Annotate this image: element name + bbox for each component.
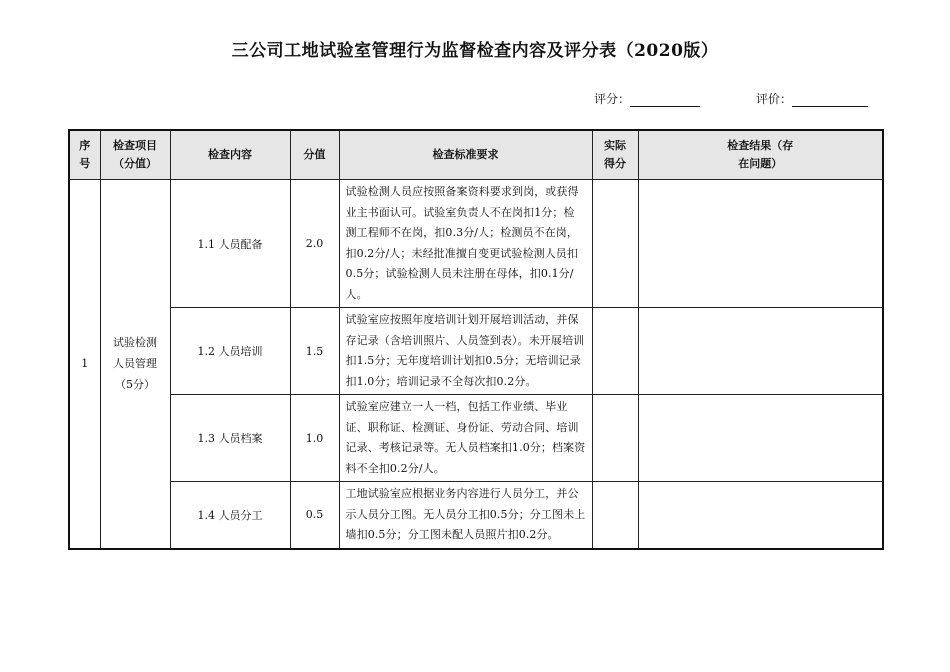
evaluation-label: 评价：: [756, 92, 793, 106]
actual-score-cell[interactable]: [592, 482, 638, 549]
standard-cell: 试验室应建立一人一档，包括工作业绩、毕业证、职称证、检测证、身份证、劳动合同、培训记录、考核记录等。无人员档案扣1.0分；档案资料不全扣0.2分/人。: [339, 395, 592, 482]
score-field: [594, 90, 700, 107]
actual-score-cell[interactable]: [592, 180, 638, 308]
content-cell: 1.3 人员档案: [170, 395, 290, 482]
content-cell: 1.1 人员配备: [170, 180, 290, 308]
result-cell[interactable]: [638, 308, 883, 395]
standard-cell: 工地试验室应根据业务内容进行人员分工，并公示人员分工图。无人员分工扣0.5分；分工图未上墙扣0.5分；分工图未配人员照片扣0.2分。: [339, 482, 592, 549]
score-cell: 2.0: [290, 180, 339, 308]
inspection-table: [68, 129, 884, 550]
content-cell: 1.4 人员分工: [170, 482, 290, 549]
header-score: 分值: [290, 130, 339, 180]
table-header-row: [69, 130, 883, 180]
table-row: [69, 482, 883, 549]
header-seq: 序号: [69, 130, 100, 180]
standard-cell: 试验检测人员应按照备案资料要求到岗，或获得业主书面认可。试验室负责人不在岗扣1分；检测工程师不在岗，扣0.3分/人；检测员不在岗，扣0.2分/人；未经批准擅自变更试验检测人员扣0.5分；试验检测人员未注册在母体，扣0.1分/人。: [339, 180, 592, 308]
score-cell: 1.5: [290, 308, 339, 395]
score-label: 评分：: [594, 92, 631, 106]
evaluation-field: [756, 90, 868, 107]
result-cell[interactable]: [638, 180, 883, 308]
group-item-cell: 试验检测人员管理（5分）: [100, 180, 170, 549]
document-title: 三公司工地试验室管理行为监督检查内容及评分表（2020版）: [231, 41, 719, 61]
content-cell: 1.2 人员培训: [170, 308, 290, 395]
header-item: 检查项目（分值）: [100, 130, 170, 180]
table-row: [69, 308, 883, 395]
table-row: [69, 180, 883, 308]
evaluation-blank-line[interactable]: [792, 93, 868, 107]
header-result: 检查结果（存在问题）: [638, 130, 883, 180]
header-standard: 检查标准要求: [339, 130, 592, 180]
standard-cell: 试验室应按照年度培训计划开展培训活动，并保存记录（含培训照片、人员签到表）。未开展培训扣1.5分；无年度培训计划扣0.5分；无培训记录扣1.0分；培训记录不全每次扣0.2分。: [339, 308, 592, 395]
header-content: 检查内容: [170, 130, 290, 180]
actual-score-cell[interactable]: [592, 395, 638, 482]
result-cell[interactable]: [638, 395, 883, 482]
actual-score-cell[interactable]: [592, 308, 638, 395]
table-row: [69, 395, 883, 482]
group-seq-cell: 1: [69, 180, 100, 549]
score-cell: 0.5: [290, 482, 339, 549]
header-actual-score: 实际得分: [592, 130, 638, 180]
score-blank-line[interactable]: [630, 93, 700, 107]
result-cell[interactable]: [638, 482, 883, 549]
score-cell: 1.0: [290, 395, 339, 482]
